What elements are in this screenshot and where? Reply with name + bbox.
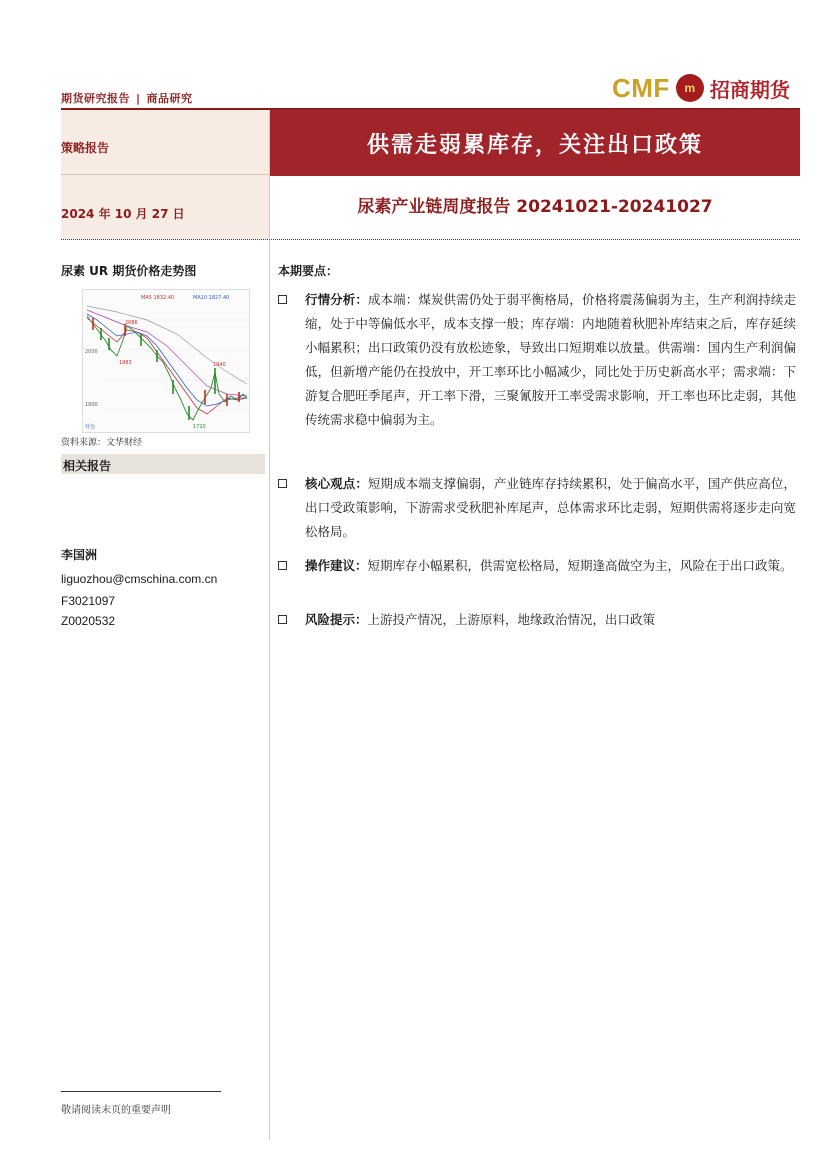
keypoint-text: 短期库存小幅累积，供需宽松格局，短期逢高做空为主，风险在于出口政策。	[367, 558, 793, 573]
keypoint-label: 行情分析：	[305, 292, 368, 307]
report-title: 供需走弱累库存，关注出口政策	[366, 132, 703, 158]
keypoint-risk-warning	[278, 608, 796, 632]
analyst-name: 李国洲	[61, 548, 98, 562]
analyst-license-z: Z0020532	[61, 614, 116, 628]
logo-cmf-text: CMF	[612, 72, 670, 103]
column-divider	[269, 110, 270, 1140]
checkbox-bullet-icon	[278, 561, 287, 570]
chart-label-1940: 1940	[213, 362, 226, 368]
report-category	[61, 90, 193, 106]
analyst-email[interactable]: liguozhou@cmschina.com.cn	[61, 572, 218, 586]
strip-divider	[61, 174, 269, 175]
chart-title: 尿素 UR 期货价格走势图	[61, 264, 197, 278]
logo-emblem-icon: m	[676, 74, 704, 102]
chart-legend-ma10: MA10 1827.40	[193, 295, 230, 301]
keypoint-body	[305, 608, 655, 632]
keypoint-label: 核心观点：	[305, 476, 368, 491]
chart-label-2086: 2086	[125, 320, 138, 326]
dotted-divider	[61, 239, 800, 240]
report-date: 2024 年 10 月 27 日	[61, 207, 185, 221]
price-chart-svg	[83, 290, 249, 432]
related-reports-heading: 相关报告	[61, 454, 265, 474]
logo-chinese-name: 招商期货	[709, 77, 790, 102]
chart-ytick-2000: 2000	[85, 349, 98, 355]
chart-ytick-1800: 1800	[85, 402, 98, 408]
chart-bottom-label: 持仓	[85, 424, 96, 430]
keypoint-text: 上游投产情况，上游原料，地缘政治情况，出口政策	[367, 612, 656, 627]
keypoint-operation-advice	[278, 554, 796, 578]
chart-label-1720: 1720	[193, 424, 206, 430]
company-logo	[612, 70, 802, 106]
keypoints-heading: 本期要点：	[278, 264, 339, 278]
category-separator: |	[136, 92, 141, 105]
keypoint-label: 操作建议：	[305, 558, 368, 573]
keypoint-core-view	[278, 472, 796, 544]
chart-label-1983: 1983	[119, 360, 132, 366]
category-futures-research: 期货研究报告	[61, 92, 130, 105]
keypoint-label: 风险提示：	[305, 612, 368, 627]
keypoint-text: 短期成本端支撑偏弱，产业链库存持续累积，处于偏高水平，国产供应高位，出口受政策影响，下游需求受秋肥补库尾声，总体需求环比走弱，短期供需将逐步走向宽松格局。	[305, 476, 796, 539]
checkbox-bullet-icon	[278, 615, 287, 624]
chart-legend-ma5: MA5 1832.40	[141, 295, 175, 301]
report-subtitle: 尿素产业链周度报告 20241021-20241027	[357, 197, 713, 217]
keypoint-body	[305, 554, 793, 578]
footer-disclaimer: 敬请阅读末页的重要声明	[61, 1105, 171, 1116]
keypoint-body	[305, 472, 796, 544]
keypoint-text: 成本端：煤炭供需仍处于弱平衡格局，价格将震荡偏弱为主，生产利润持续走缩，处于中等偏低水平，成本支撑一般；库存端：内地随着秋肥补库结束之后，库存延续小幅累积；出口政策仍没有放松迹象，导致出口短期难以放量。供需端：国内生产利润偏低，但新增产能仍在投放中，开工率环比小幅减少，同比处于历史新高水平；需求端：下游复合肥旺季尾声，开工率下滑，三聚氰胺开工率受需求影响，开工率也环比走弱，其他传统需求稳中偏弱为主。	[305, 292, 796, 427]
keypoint-body	[305, 288, 796, 432]
report-type: 策略报告	[61, 141, 110, 155]
title-banner	[270, 110, 800, 176]
analyst-license-f: F3021097	[61, 594, 116, 608]
keypoint-market-analysis	[278, 288, 796, 432]
category-commodity-research: 商品研究	[146, 92, 193, 105]
checkbox-bullet-icon	[278, 479, 287, 488]
checkbox-bullet-icon	[278, 295, 287, 304]
footer-rule	[61, 1091, 221, 1092]
chart-source: 资料来源：文华财经	[61, 438, 143, 448]
price-chart	[82, 289, 250, 433]
